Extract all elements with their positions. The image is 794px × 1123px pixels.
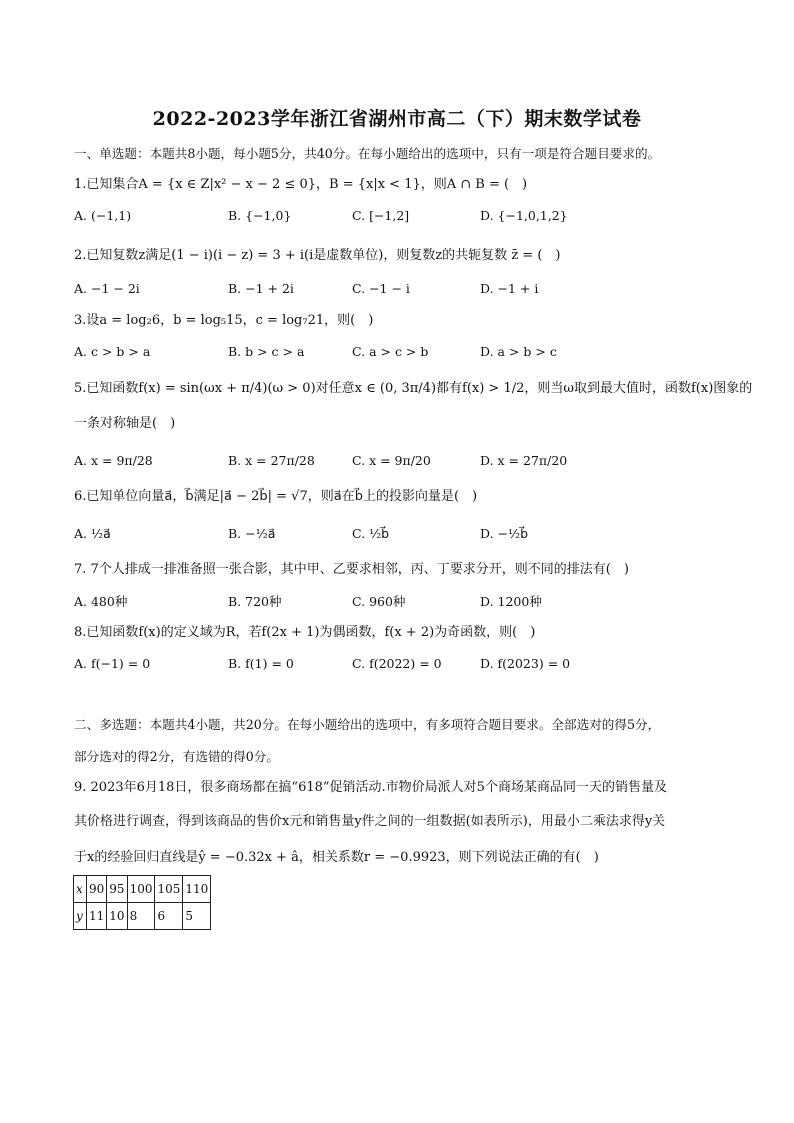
question-2-option-c: C. −1 − i <box>352 281 410 296</box>
question-6-option-c: C. ½b⃗ <box>352 526 390 541</box>
table-row-x <box>74 876 211 903</box>
question-5-option-a: A. x = 9π/28 <box>74 453 153 468</box>
table-cell: 11 <box>87 903 107 930</box>
question-3-option-d: D. a > b > c <box>480 344 557 359</box>
question-2-stem: 2.已知复数z满足(1 − i)(i − z) = 3 + i(i是虚数单位)，则复数z的共轭复数 z̄ = ( ) <box>74 248 561 263</box>
question-6-stem: 6.已知单位向量a⃗，b⃗满足|a⃗ − 2b⃗| = √7，则a⃗在b⃗上的投影向量是( ) <box>74 489 478 504</box>
table-row-y <box>74 903 211 930</box>
question-7-option-b: B. 720种 <box>228 594 282 609</box>
question-2-option-d: D. −1 + i <box>480 281 539 296</box>
question-1-option-c: C. [−1,2] <box>352 208 410 223</box>
question-8-option-a: A. f(−1) = 0 <box>74 656 151 671</box>
question-3-option-a: A. c > b > a <box>74 344 151 359</box>
table-cell: 90 <box>87 876 107 903</box>
question-8-option-d: D. f(2023) = 0 <box>480 656 571 671</box>
question-3-option-c: C. a > c > b <box>352 344 429 359</box>
question-5-stem-continued: 一条对称轴是( ) <box>74 416 176 431</box>
data-table <box>73 875 211 930</box>
table-cell: 6 <box>155 903 183 930</box>
table-cell: 110 <box>183 876 211 903</box>
table-cell: 105 <box>155 876 183 903</box>
question-9-line-2: 其价格进行调查，得到该商品的售价x元和销售量y件之间的一组数据(如表所示)，用最小二乘法求得y关 <box>74 814 666 829</box>
table-cell: 100 <box>127 876 155 903</box>
question-5-option-b: B. x = 27π/28 <box>228 453 315 468</box>
question-8-stem: 8.已知函数f(x)的定义域为R，若f(2x + 1)为偶函数，f(x + 2)为奇函数，则( ) <box>74 625 536 640</box>
question-1-option-d: D. {−1,0,1,2} <box>480 208 568 223</box>
question-6-option-b: B. −½a⃗ <box>228 526 276 541</box>
section-1-heading: 一、单选题：本题共8小题，每小题5分，共40分。在每小题给出的选项中，只有一项是符合题目要求的。 <box>74 146 661 161</box>
question-8-option-b: B. f(1) = 0 <box>228 656 294 671</box>
question-9-line-3: 于x的经验回归直线是ŷ = −0.32x + â，相关系数r = −0.9923，则下列说法正确的有( ) <box>74 850 599 865</box>
question-1-option-b: B. {−1,0} <box>228 208 292 223</box>
question-2-option-a: A. −1 − 2i <box>74 281 140 296</box>
question-3-stem: 3.设a = log₂6，b = log₅15，c = log₇21，则( ) <box>74 313 374 328</box>
question-7-stem: 7. 7个人排成一排准备照一张合影，其中甲、乙要求相邻，丙、丁要求分开，则不同的排法有( ) <box>74 562 629 577</box>
table-cell: 95 <box>107 876 127 903</box>
section-2-heading: 二、多选题：本题共4小题，共20分。在每小题给出的选项中，有多项符合题目要求。全部选对的得5分， <box>74 717 661 732</box>
question-8-option-c: C. f(2022) = 0 <box>352 656 442 671</box>
question-7-option-d: D. 1200种 <box>480 594 542 609</box>
table-cell: 8 <box>127 903 155 930</box>
question-5-option-c: C. x = 9π/20 <box>352 453 431 468</box>
table-cell: 10 <box>107 903 127 930</box>
table-header-y: y <box>74 903 87 930</box>
question-5-stem: 5.已知函数f(x) = sin(ωx + π/4)(ω > 0)对任意x ∈ (0, 3π/4)都有f(x) > 1/2，则当ω取到最大值时，函数f(x)图象的 <box>74 381 753 396</box>
table-cell: 5 <box>183 903 211 930</box>
question-6-option-d: D. −½b⃗ <box>480 526 529 541</box>
section-2-heading-continued: 部分选对的得2分，有选错的得0分。 <box>74 749 279 764</box>
question-1-stem: 1.已知集合A = {x ∈ Z|x² − x − 2 ≤ 0}，B = {x|x < 1}，则A ∩ B = ( ) <box>74 177 528 192</box>
question-6-option-a: A. ½a⃗ <box>74 526 111 541</box>
question-2-option-b: B. −1 + 2i <box>228 281 294 296</box>
question-5-option-d: D. x = 27π/20 <box>480 453 568 468</box>
table-header-x: x <box>74 876 87 903</box>
question-7-option-a: A. 480种 <box>74 594 128 609</box>
exam-title: 2022-2023学年浙江省湖州市高二（下）期末数学试卷 <box>152 108 642 130</box>
question-1-option-a: A. (−1,1) <box>74 208 132 223</box>
question-9-line-1: 9. 2023年6月18日，很多商场都在搞“618”促销活动.市物价局派人对5个商场某商品同一天的销售量及 <box>74 780 667 795</box>
question-7-option-c: C. 960种 <box>352 594 406 609</box>
question-3-option-b: B. b > c > a <box>228 344 305 359</box>
